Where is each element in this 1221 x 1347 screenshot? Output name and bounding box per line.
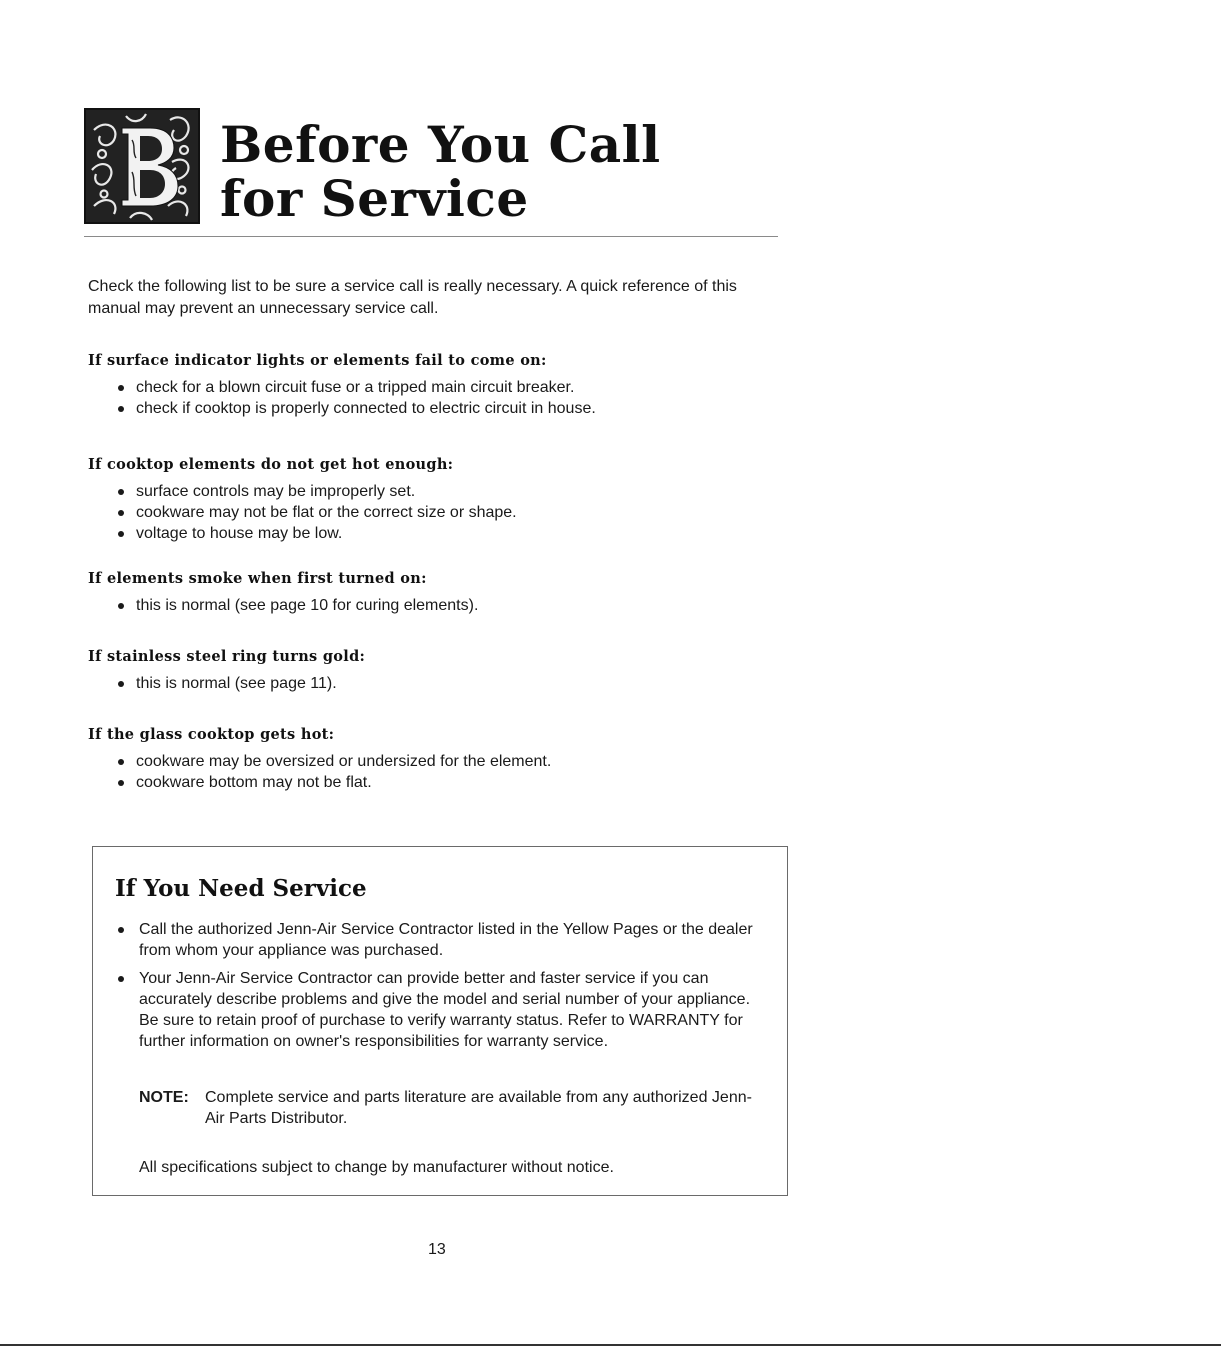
list-item: this is normal (see page 10 for curing elements). [116, 595, 788, 616]
service-box-heading: If You Need Service [115, 875, 367, 902]
list-item: cookware bottom may not be flat. [116, 772, 788, 793]
service-note [139, 1087, 765, 1129]
section-heading: If stainless steel ring turns gold: [88, 648, 366, 665]
service-bullet-list [117, 919, 765, 1059]
list-item: cookware may not be flat or the correct size or shape. [116, 502, 788, 523]
list-item: cookware may be oversized or undersized for the element. [116, 751, 788, 772]
note-text: Complete service and parts literature are available from any authorized Jenn-Air Parts Distributor. [205, 1089, 752, 1127]
list-item: Your Jenn-Air Service Contractor can provide better and faster service if you can accurately describe problems and give the model and serial number of your appliance. Be sure to retain proof of purchase to verify warranty status. Refer to WARRANTY for further information on owner's responsibilities for warranty service. [117, 968, 765, 1052]
title-line-2: for Service [220, 169, 529, 228]
service-info-box [92, 846, 788, 1196]
section-glass-hot [88, 726, 788, 793]
specifications-notice: All specifications subject to change by manufacturer without notice. [139, 1159, 614, 1176]
page-bottom-edge [0, 1344, 1221, 1346]
bullet-list [88, 751, 788, 793]
list-item: surface controls may be improperly set. [116, 481, 788, 502]
bullet-list [88, 481, 788, 544]
section-heading: If cooktop elements do not get hot enough: [88, 456, 454, 473]
page-number: 13 [428, 1241, 446, 1258]
section-surface-lights [88, 352, 788, 419]
page-title [220, 115, 661, 228]
section-heading: If elements smoke when first turned on: [88, 570, 427, 587]
title-divider [84, 236, 778, 237]
bullet-list [88, 595, 788, 616]
ornament-icon [86, 110, 198, 222]
section-not-hot-enough [88, 456, 788, 544]
bullet-list [88, 377, 788, 419]
list-item: check if cooktop is properly connected to electric circuit in house. [116, 398, 788, 419]
section-elements-smoke [88, 570, 788, 616]
title-line-1: Before You Call [220, 115, 661, 174]
bullet-list [88, 673, 788, 694]
section-heading: If surface indicator lights or elements fail to come on: [88, 352, 547, 369]
section-heading: If the glass cooktop gets hot: [88, 726, 335, 743]
decorative-drop-cap-b [84, 108, 200, 224]
list-item: check for a blown circuit fuse or a tripped main circuit breaker. [116, 377, 788, 398]
list-item: voltage to house may be low. [116, 523, 788, 544]
section-ring-gold [88, 648, 788, 694]
intro-paragraph: Check the following list to be sure a service call is really necessary. A quick reference of this manual may prevent an unnecessary service call. [88, 278, 737, 317]
list-item: Call the authorized Jenn-Air Service Contractor listed in the Yellow Pages or the dealer from whom your appliance was purchased. [117, 919, 765, 961]
note-label: NOTE: [139, 1089, 189, 1106]
list-item: this is normal (see page 11). [116, 673, 788, 694]
